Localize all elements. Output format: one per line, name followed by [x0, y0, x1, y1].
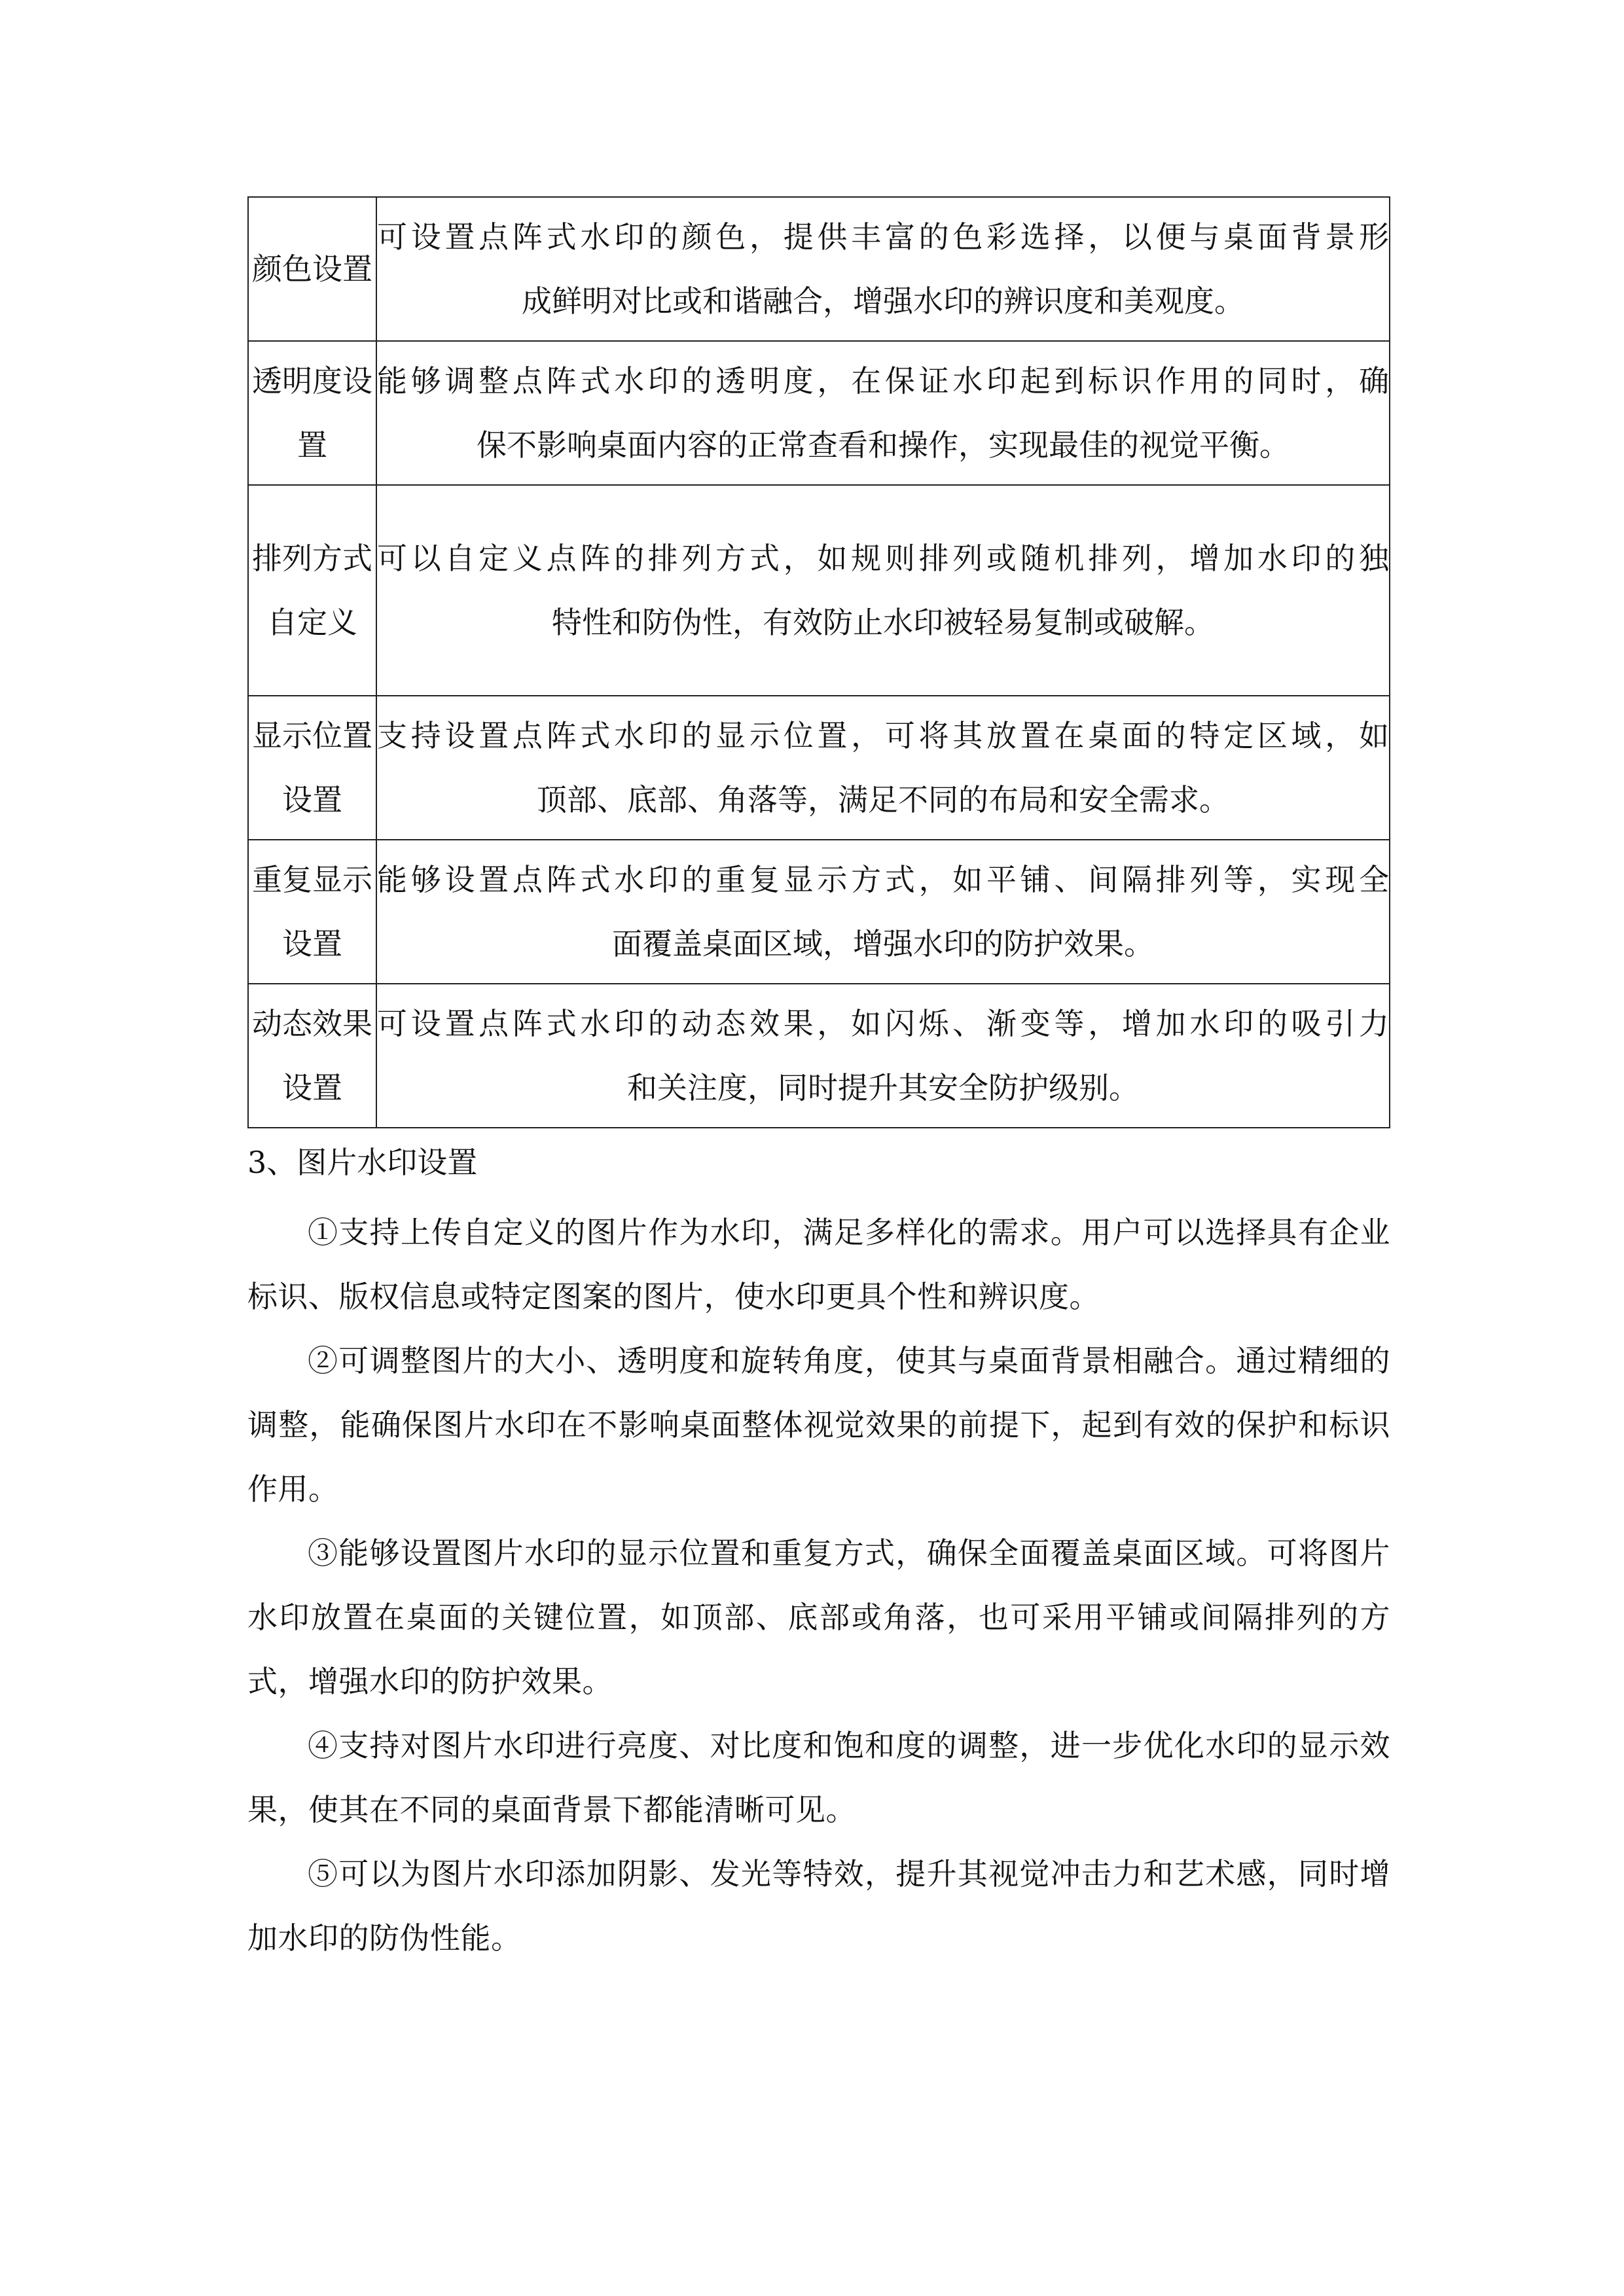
- table-row: [248, 984, 1390, 1128]
- feature-table: [247, 196, 1390, 1128]
- feature-desc-line: 特性和防伪性，有效防止水印被轻易复制或破解。: [552, 605, 1214, 640]
- feature-name-cell: 显示位置设置: [248, 696, 376, 840]
- feature-desc-cell: [376, 696, 1390, 840]
- feature-name-cell: 颜色设置: [248, 197, 376, 341]
- feature-desc-cell: [376, 341, 1390, 485]
- body-paragraph: ①支持上传自定义的图片作为水印，满足多样化的需求。用户可以选择具有企业标识、版权信息或特定图案的图片，使水印更具个性和辨识度。: [247, 1215, 1390, 1314]
- feature-desc-line: 保不影响桌面内容的正常查看和操作，实现最佳的视觉平衡。: [477, 427, 1290, 463]
- feature-desc-line: 成鲜明对比或和谐融合，增强水印的辨识度和美观度。: [522, 283, 1244, 319]
- feature-name-cell: 透明度设置: [248, 341, 376, 485]
- feature-desc-line: 面覆盖桌面区域，增强水印的防护效果。: [612, 926, 1154, 961]
- table-row: [248, 341, 1390, 485]
- section-heading: 3、图片水印设置: [247, 1145, 478, 1180]
- feature-desc-cell: [376, 984, 1390, 1128]
- feature-desc-line: 和关注度，同时提升其安全防护级别。: [627, 1070, 1139, 1105]
- feature-desc-line: 顶部、底部、角落等，满足不同的布局和安全需求。: [537, 782, 1229, 817]
- body-paragraph: ②可调整图片的大小、透明度和旋转角度，使其与桌面背景相融合。通过精细的调整，能确保图片水印在不影响桌面整体视觉效果的前提下，起到有效的保护和标识作用。: [247, 1343, 1390, 1507]
- table-row: [248, 840, 1390, 984]
- body-paragraph: ③能够设置图片水印的显示位置和重复方式，确保全面覆盖桌面区域。可将图片水印放置在桌面的关键位置，如顶部、底部或角落，也可采用平铺或间隔排列的方式，增强水印的防护效果。: [247, 1535, 1390, 1699]
- feature-name-cell: 排列方式自定义: [248, 485, 376, 696]
- feature-desc-cell: [376, 485, 1390, 696]
- table-row: [248, 197, 1390, 341]
- document-page: [247, 196, 1390, 1970]
- feature-desc-line: 支持设置点阵式水印的显示位置，可将其放置在桌面的特定区域，如: [377, 718, 1389, 753]
- feature-desc-line: 可以自定义点阵的排列方式，如规则排列或随机排列，增加水印的独: [377, 541, 1389, 576]
- table-row: [248, 696, 1390, 840]
- body-paragraph: ④支持对图片水印进行亮度、对比度和饱和度的调整，进一步优化水印的显示效果，使其在不同的桌面背景下都能清晰可见。: [247, 1728, 1390, 1827]
- feature-desc-line: 能够调整点阵式水印的透明度，在保证水印起到标识作用的同时，确: [377, 363, 1389, 399]
- feature-desc-line: 可设置点阵式水印的颜色，提供丰富的色彩选择，以便与桌面背景形: [377, 219, 1389, 255]
- body-paragraph: ⑤可以为图片水印添加阴影、发光等特效，提升其视觉冲击力和艺术感，同时增加水印的防伪性能。: [247, 1856, 1390, 1956]
- feature-desc-line: 能够设置点阵式水印的重复显示方式，如平铺、间隔排列等，实现全: [377, 862, 1389, 897]
- feature-desc-cell: [376, 197, 1390, 341]
- feature-desc-cell: [376, 840, 1390, 984]
- feature-name-cell: 动态效果设置: [248, 984, 376, 1128]
- table-row: [248, 485, 1390, 696]
- feature-name-cell: 重复显示设置: [248, 840, 376, 984]
- feature-desc-line: 可设置点阵式水印的动态效果，如闪烁、渐变等，增加水印的吸引力: [377, 1006, 1389, 1041]
